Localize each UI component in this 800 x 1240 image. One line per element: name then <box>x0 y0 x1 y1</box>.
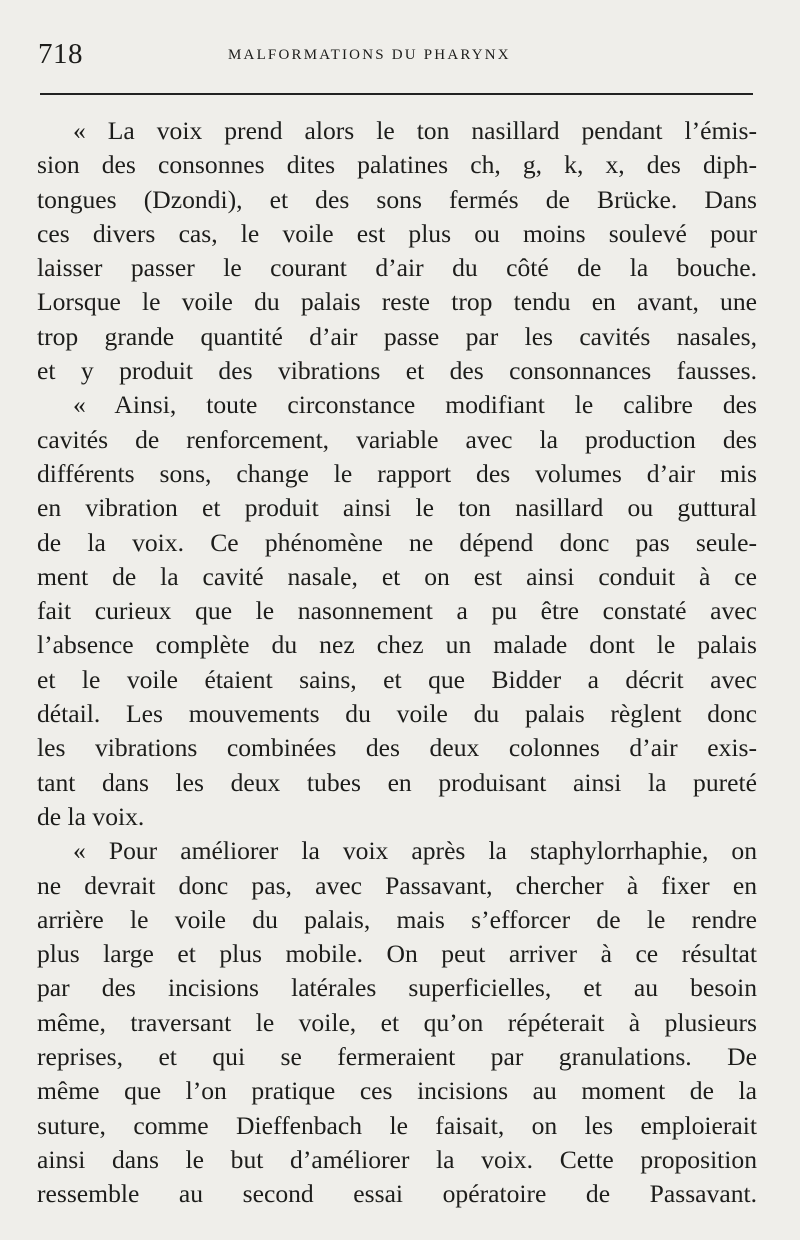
text-line: fait curieux que le nasonnement a pu être constaté avec <box>37 596 757 626</box>
text-line: l’absence complète du nez chez un malade dont le palais <box>37 630 757 660</box>
header-rule <box>40 93 753 95</box>
text-line: détail. Les mouvements du voile du palais règlent donc <box>37 699 757 729</box>
page-header <box>38 38 758 78</box>
text-line: Lorsque le voile du palais reste trop tendu en avant, une <box>37 287 757 317</box>
text-line: suture, comme Dieffenbach le faisait, on les emploierait <box>37 1110 757 1140</box>
text-line: « La voix prend alors le ton nasillard pendant l’émis- <box>73 116 757 145</box>
body-text <box>37 114 757 1212</box>
text-line: en vibration et produit ainsi le ton nasillard ou guttural <box>37 493 757 523</box>
text-line: de la voix. Ce phénomène ne dépend donc pas seule- <box>37 527 757 557</box>
text-line: et y produit des vibrations et des consonnances fausses. <box>37 356 757 386</box>
text-line: tongues (Dzondi), et des sons fermés de Brücke. Dans <box>37 184 757 214</box>
page-number: 718 <box>38 38 83 70</box>
text-line: différents sons, change le rapport des volumes d’air mis <box>37 458 757 488</box>
text-line: arrière le voile du palais, mais s’efforcer de le rendre <box>37 904 757 934</box>
text-line: « Pour améliorer la voix après la staphylorrhaphie, on <box>73 836 757 866</box>
text-line: trop grande quantité d’air passe par les cavités nasales, <box>37 321 757 351</box>
running-title: MALFORMATIONS DU PHARYNX <box>228 47 511 63</box>
text-line: les vibrations combinées des deux colonnes d’air exis- <box>37 733 757 763</box>
text-line: « Ainsi, toute circonstance modifiant le calibre des <box>73 390 757 420</box>
text-line: tant dans les deux tubes en produisant ainsi la pureté <box>37 767 757 797</box>
text-line: ne devrait donc pas, avec Passavant, chercher à fixer en <box>37 870 757 900</box>
text-line: et le voile étaient sains, et que Bidder a décrit avec <box>37 664 757 694</box>
text-line: cavités de renforcement, variable avec la production des <box>37 424 757 454</box>
text-line: par des incisions latérales superficielles, et au besoin <box>37 973 757 1003</box>
text-line: ressemble au second essai opératoire de Passavant. <box>37 1179 757 1209</box>
text-line: de la voix. <box>37 801 145 831</box>
text-line: plus large et plus mobile. On peut arriver à ce résultat <box>37 939 757 969</box>
text-line: ment de la cavité nasale, et on est ainsi conduit à ce <box>37 561 757 591</box>
text-line: ces divers cas, le voile est plus ou moins soulevé pour <box>37 218 757 248</box>
text-line: sion des consonnes dites palatines ch, g, k, x, des diph- <box>37 150 757 180</box>
text-line: ainsi dans le but d’améliorer la voix. Cette proposition <box>37 1144 757 1174</box>
text-line: même que l’on pratique ces incisions au moment de la <box>37 1076 757 1106</box>
text-line: laisser passer le courant d’air du côté de la bouche. <box>37 253 757 283</box>
text-line: reprises, et qui se fermeraient par granulations. De <box>37 1042 757 1072</box>
text-line: même, traversant le voile, et qu’on répéterait à plusieurs <box>37 1007 757 1037</box>
